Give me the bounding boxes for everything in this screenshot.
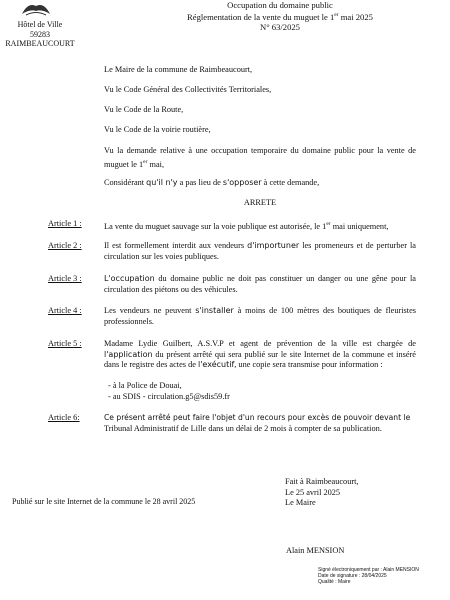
header-right xyxy=(150,0,410,32)
esign-signer: Signé électroniquement par : Alain MENSION xyxy=(318,567,419,573)
signature-role: Le Maire xyxy=(285,498,316,507)
article-3-label: Article 3 : xyxy=(48,274,82,283)
esign-quality: Qualité : Maire xyxy=(318,579,351,585)
decree-number: N° 63/2025 xyxy=(260,21,300,32)
article-4-label: Article 4 : xyxy=(48,306,82,315)
article-6-line-1: Ce présent arrêté peut faire l'objet d'un recours pour excès de pouvoir devant le xyxy=(104,413,411,422)
preamble-vu-route: Vu le Code de la Route, xyxy=(104,105,184,114)
preamble-vu-demande: Vu la demande relative à une occupation temporaire du domaine public pour la vente de muguet le 1er mai, xyxy=(104,146,416,169)
preamble-considerant: Considérant qu'il n'y a pas lieu de s'opposer à cette demande, xyxy=(104,178,320,187)
article-3-text: L'occupation du domaine public ne doit pas constituer un danger ou une gêne pour la circulation des piétons ou des véhicules. xyxy=(104,274,416,294)
signature-block xyxy=(285,477,435,509)
article-5-label: Article 5 : xyxy=(48,339,82,348)
town-logo xyxy=(20,0,52,18)
town-hall-label: Hôtel de Ville xyxy=(17,20,63,29)
article-1-text: La vente du muguet sauvage sur la voie publique est autorisée, le 1er mai uniquement, xyxy=(104,221,389,231)
arrete-heading: ARRETE xyxy=(243,198,277,207)
article-5-text: Madame Lydie Guilbert, A.S.V.P et agent de prévention de la ville est chargée de l'application du présent arrêté qui sera publié sur le site Internet de la commune et inséré dans le registre des actes de l'exécutif, une copie sera transmise pour information : xyxy=(104,339,416,369)
article-1-label: Article 1 : xyxy=(48,219,82,228)
article-2-text: Il est formellement interdit aux vendeurs d'importuner les promeneurs et de perturber la circulation sur les voies publiques. xyxy=(104,241,416,261)
esign-date: Date de signature : 28/04/2025 xyxy=(318,573,387,579)
signature-place: Fait à Raimbeaucourt, xyxy=(285,477,359,486)
preamble-vu-cgct: Vu le Code Général des Collectivités Territoriales, xyxy=(104,85,272,94)
signature-date: Le 25 avril 2025 xyxy=(285,487,341,497)
article-6-text xyxy=(104,413,416,434)
list-item: - à la Police de Douai, xyxy=(108,381,182,390)
publication-note: Publié sur le site Internet de la commune le 28 avril 2025 xyxy=(12,497,196,506)
list-item: - au SDIS - circulation.g5@sdis59.fr xyxy=(108,391,230,401)
decree-regulation: Réglementation de la vente du muguet le 1er mai 2025 xyxy=(187,11,373,22)
header-left xyxy=(0,20,80,49)
electronic-signature-info xyxy=(318,567,419,585)
signatory-name: Alain MENSION xyxy=(286,546,345,555)
article-5-list xyxy=(108,381,420,402)
preamble-vu-voirie: Vu le Code de la voirie routière, xyxy=(104,125,211,134)
preamble-mayor: Le Maire de la commune de Raimbeaucourt, xyxy=(104,65,253,74)
decree-subject: Occupation du domaine public xyxy=(227,0,333,10)
article-4-text: Les vendeurs ne peuvent s'installer à moins de 100 mètres des boutiques de fleuristes professionnels. xyxy=(104,306,416,326)
town-address: 59283 RAIMBEAUCOURT xyxy=(5,29,75,48)
article-6-line-2: Tribunal Administratif de Lille dans un délai de 2 mois à compter de sa publication. xyxy=(104,423,382,433)
article-6-label: Article 6: xyxy=(48,413,80,422)
article-2-label: Article 2 : xyxy=(48,241,82,250)
